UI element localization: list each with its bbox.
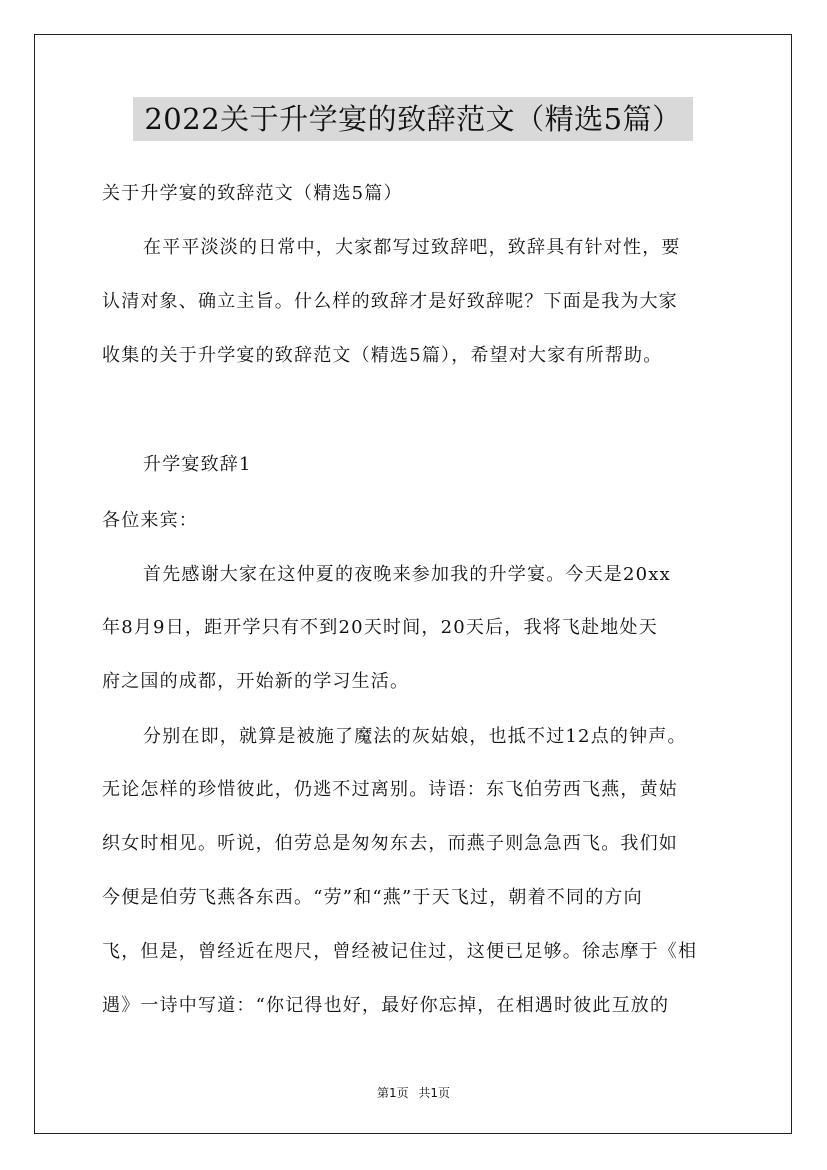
section-heading: 升学宴致辞1 (143, 454, 252, 475)
para2-line-4: 今便是伯劳飞燕各东西。“劳”和“燕”于天飞过，朝着不同的方向 (102, 887, 643, 908)
para2-line-1: 分别在即，就算是被施了魔法的灰姑娘，也抵不过12点的钟声。 (143, 726, 687, 747)
intro-line-2: 认清对象、确立主旨。什么样的致辞才是好致辞呢？下面是我为大家 (102, 291, 678, 312)
para2-line-2: 无论怎样的珍惜彼此，仍逃不过离别。诗语：东飞伯劳西飞燕，黄姑 (102, 779, 678, 800)
para2-line-3: 织女时相见。听说，伯劳总是匆匆东去，而燕子则急急西飞。我们如 (102, 833, 678, 854)
document-title: 2022关于升学宴的致辞范文（精选5篇） (133, 97, 693, 141)
page-number: 第1页 (376, 1086, 409, 1100)
intro-line-1: 在平平淡淡的日常中，大家都写过致辞吧，致辞具有针对性，要 (143, 237, 681, 258)
para1-line-2: 年8月9日，距开学只有不到20天时间，20天后，我将飞赴地处天 (102, 617, 658, 638)
para1-line-3: 府之国的成都，开始新的学习生活。 (102, 671, 410, 692)
intro-line-3: 收集的关于升学宴的致辞范文（精选5篇），希望对大家有所帮助。 (102, 345, 663, 366)
salutation: 各位来宾： (102, 510, 198, 531)
document-subtitle: 关于升学宴的致辞范文（精选5篇） (102, 183, 403, 204)
page-footer (0, 1084, 827, 1101)
page-total: 共1页 (418, 1086, 451, 1100)
para2-line-5: 飞，但是，曾经近在咫尺，曾经被记住过，这便已足够。徐志摩于《相 (102, 941, 698, 962)
para2-line-6: 遇》一诗中写道：“你记得也好，最好你忘掉，在相遇时彼此互放的 (102, 995, 670, 1016)
para1-line-1: 首先感谢大家在这仲夏的夜晚来参加我的升学宴。今天是20xx (143, 564, 672, 585)
